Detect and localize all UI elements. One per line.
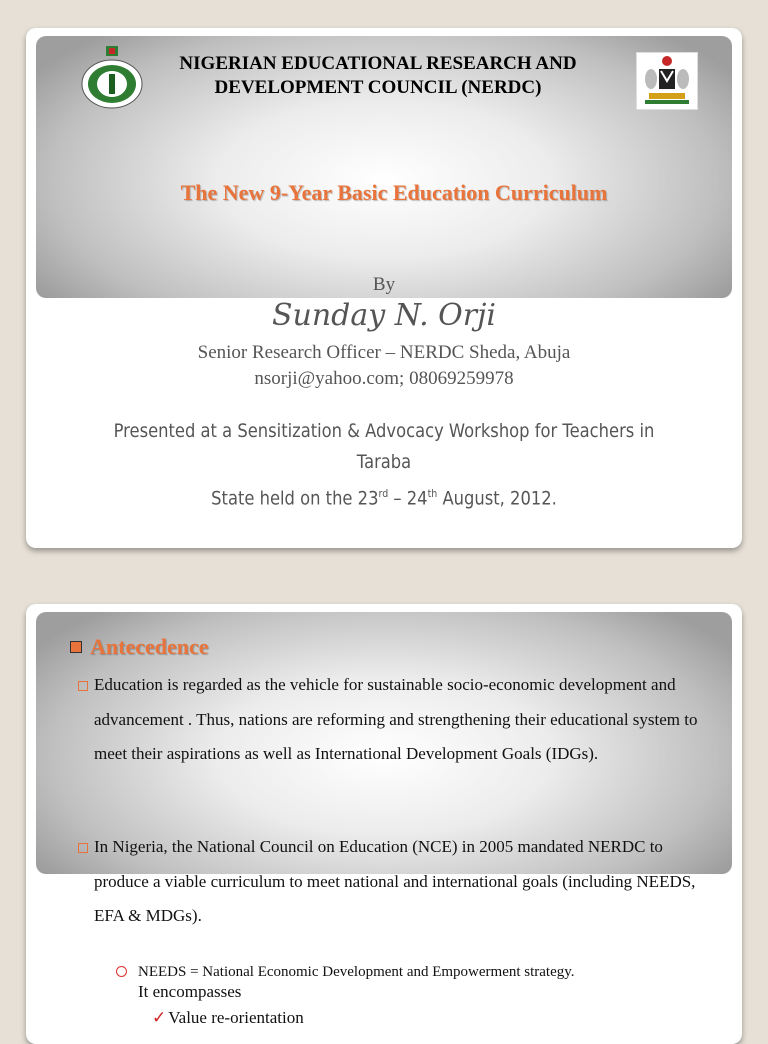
circle-bullet-icon (116, 966, 127, 977)
check-item (152, 1008, 304, 1028)
presenter-role: Senior Research Officer – NERDC Sheda, Abuja (197, 342, 571, 363)
bullet-text: In Nigeria, the National Council on Education (NCE) in 2005 mandated NERDC to produce a viable curriculum to meet national and international goals (including NEEDS, EFA & MDGs). (94, 837, 696, 925)
org-title-line1: NIGERIAN EDUCATIONAL RESEARCH AND (179, 53, 577, 74)
bullet-item (94, 830, 704, 934)
event-line1: Presented at a Sensitization & Advocacy Workshop for Teachers in Taraba (113, 420, 655, 473)
square-bullet-icon (78, 843, 88, 853)
checkmark-icon: ✓ (152, 1008, 167, 1027)
bullet-text: Education is regarded as the vehicle for sustainable socio-economic development and advancement . Thus, nations are reforming and strengthening their educational system to meet their aspirations as well as International Development Goals (IDGs). (94, 675, 698, 763)
presenter-name: Sunday N. Orji (271, 298, 496, 333)
presentation-title: The New 9-Year Basic Education Curriculum (180, 180, 608, 205)
by-label: By (372, 274, 396, 295)
title-slide (26, 28, 742, 548)
content-slide (26, 604, 742, 1044)
square-bullet-icon (70, 641, 82, 653)
event-description (111, 416, 658, 514)
square-bullet-icon (78, 681, 88, 691)
org-title-line2: DEVELOPMENT COUNCIL (NERDC) (214, 77, 542, 98)
coat-of-arms-icon (636, 52, 698, 110)
presenter-contact: nsorji@yahoo.com; 08069259978 (254, 368, 514, 389)
bullet-item (94, 668, 704, 772)
section-heading (70, 634, 209, 660)
check-item-text: Value re-orientation (168, 1008, 304, 1027)
heading-text: Antecedence (90, 634, 209, 659)
encompasses-text: It encompasses (138, 982, 242, 1001)
org-title (136, 52, 620, 100)
event-line2: State held on the 23rd – 24th August, 2012. (211, 487, 557, 510)
title-banner (36, 36, 732, 298)
sub-bullet-text: NEEDS = National Economic Development and Empowerment strategy. (138, 964, 575, 980)
nerdc-logo-icon (80, 46, 144, 110)
sub-bullet-item (138, 960, 698, 984)
